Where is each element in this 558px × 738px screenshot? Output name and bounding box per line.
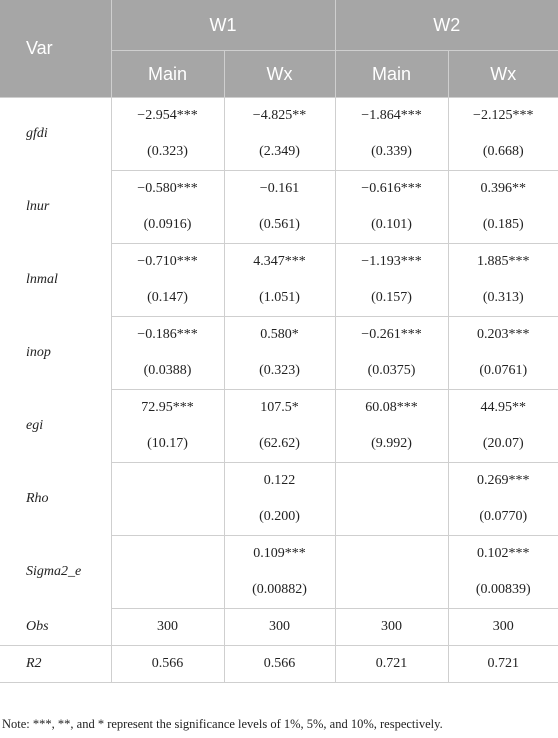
se-cell: (0.00839) (448, 572, 558, 609)
table-row (0, 536, 558, 573)
table-body (0, 98, 558, 683)
subcol-header: Wx (224, 51, 335, 98)
table-row (0, 463, 558, 500)
se-cell: (0.0916) (111, 207, 224, 244)
coef-cell: −0.261*** (335, 317, 448, 354)
coef-cell: −0.616*** (335, 171, 448, 208)
se-cell: (0.101) (335, 207, 448, 244)
table-row (0, 646, 558, 683)
se-cell: (0.668) (448, 134, 558, 171)
se-cell: (0.0761) (448, 353, 558, 390)
se-cell: (0.323) (111, 134, 224, 171)
row-label: inop (0, 317, 111, 390)
row-label: Obs (0, 609, 111, 646)
coef-cell: −1.193*** (335, 244, 448, 281)
se-cell: (0.200) (224, 499, 335, 536)
coef-cell (335, 536, 448, 573)
se-cell: (0.313) (448, 280, 558, 317)
group-header-w2: W2 (335, 0, 558, 51)
table-row (0, 390, 558, 427)
stat-cell: 300 (335, 609, 448, 646)
coef-cell: 1.885*** (477, 254, 530, 269)
coef-cell: 44.95** (480, 400, 526, 415)
coef-cell: 4.347*** (224, 244, 335, 281)
row-label: R2 (0, 646, 111, 683)
coef-cell: 107.5* (224, 390, 335, 427)
stat-cell: 300 (111, 609, 224, 646)
se-cell: (10.17) (111, 426, 224, 463)
coef-cell: 0.580* (224, 317, 335, 354)
coef-cell: 0.109*** (224, 536, 335, 573)
coef-cell: 0.396** (480, 181, 526, 196)
coef-cell (111, 536, 224, 573)
coef-cell (111, 463, 224, 500)
coef-cell: −0.580*** (111, 171, 224, 208)
se-cell: (0.185) (448, 207, 558, 244)
stat-cell: 0.721 (448, 646, 558, 683)
se-cell (111, 499, 224, 536)
coef-cell: 0.122 (224, 463, 335, 500)
se-cell: (0.0770) (448, 499, 558, 536)
row-label: lnur (0, 171, 111, 244)
table-note: Note: ***, **, and * represent the significance levels of 1%, 5%, and 10%, respectively. (2, 717, 443, 731)
coef-cell: −0.710*** (111, 244, 224, 281)
row-label: Rho (0, 463, 111, 536)
coef-cell: −2.954*** (111, 98, 224, 135)
se-cell: (0.147) (111, 280, 224, 317)
group-header-w1: W1 (111, 0, 335, 51)
se-cell: (9.992) (335, 426, 448, 463)
se-cell: (0.561) (224, 207, 335, 244)
subcol-header: Main (111, 51, 224, 98)
var-header: Var (0, 0, 111, 98)
coef-cell: −0.161 (224, 171, 335, 208)
stat-cell: 300 (448, 609, 558, 646)
se-cell: (0.323) (224, 353, 335, 390)
se-cell: (1.051) (224, 280, 335, 317)
coef-cell: −2.125*** (473, 108, 534, 123)
subcol-header: Main (335, 51, 448, 98)
coef-cell: −0.186*** (111, 317, 224, 354)
se-cell: (62.62) (224, 426, 335, 463)
row-label: Sigma2_e (0, 536, 111, 609)
se-cell: (0.157) (335, 280, 448, 317)
coef-cell: 0.203*** (477, 327, 530, 342)
se-cell: (0.339) (335, 134, 448, 171)
se-cell (335, 572, 448, 609)
stat-cell: 0.566 (224, 646, 335, 683)
coef-cell: 72.95*** (111, 390, 224, 427)
subcol-header: Wx (448, 51, 558, 98)
se-cell: (0.00882) (224, 572, 335, 609)
coef-cell: 60.08*** (335, 390, 448, 427)
stat-cell: 0.721 (335, 646, 448, 683)
se-cell (335, 499, 448, 536)
table-row (0, 171, 558, 208)
table-row (0, 317, 558, 354)
se-cell: (0.0388) (111, 353, 224, 390)
table-row (0, 609, 558, 646)
table-row (0, 244, 558, 281)
row-label: gfdi (0, 98, 111, 171)
coef-cell: 0.102*** (477, 546, 530, 561)
table-row (0, 98, 558, 135)
se-cell: (20.07) (448, 426, 558, 463)
coef-cell: 0.269*** (477, 473, 530, 488)
row-label: lnmal (0, 244, 111, 317)
se-cell (111, 572, 224, 609)
coef-cell: −1.864*** (335, 98, 448, 135)
stat-cell: 300 (224, 609, 335, 646)
se-cell: (2.349) (224, 134, 335, 171)
row-label: egi (0, 390, 111, 463)
coef-cell (335, 463, 448, 500)
table-header (0, 0, 558, 98)
se-cell: (0.0375) (335, 353, 448, 390)
coef-cell: −4.825** (224, 98, 335, 135)
stat-cell: 0.566 (111, 646, 224, 683)
